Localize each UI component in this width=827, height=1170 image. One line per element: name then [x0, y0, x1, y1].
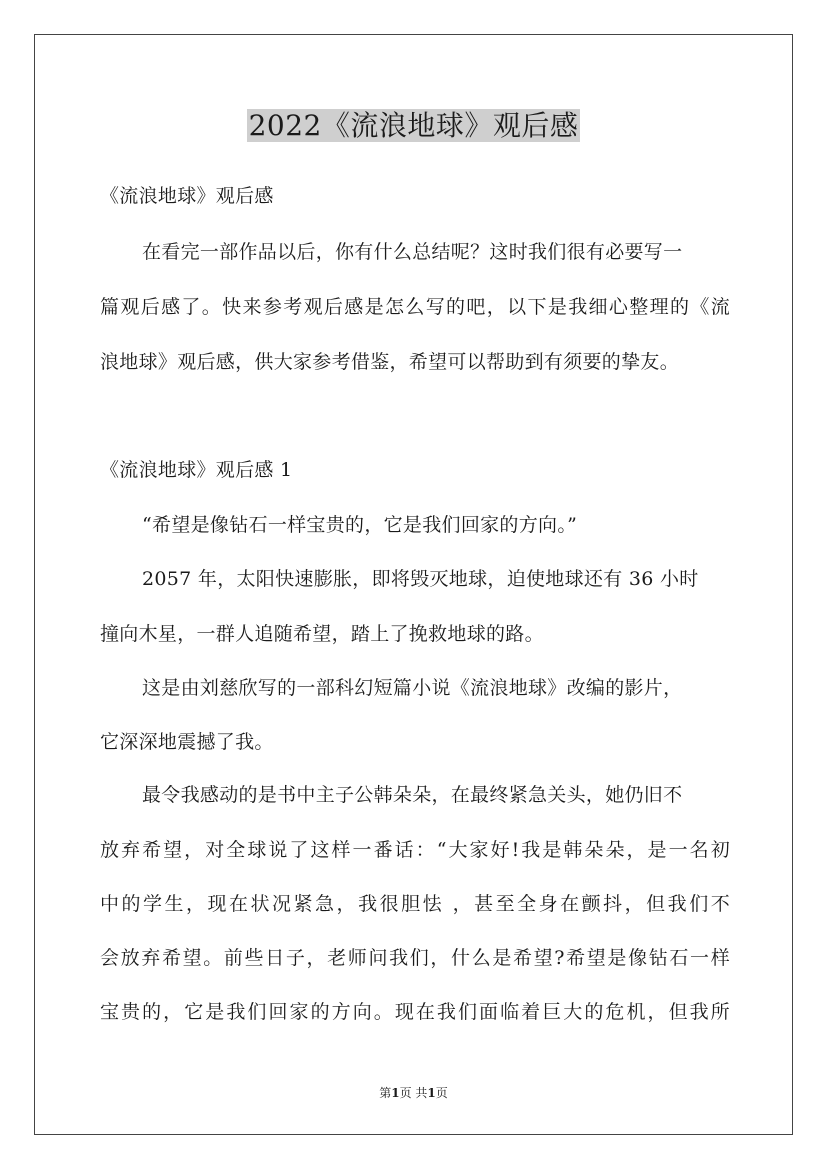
paragraph-line: 宝贵的，它是我们回家的方向。现在我们面临着巨大的危机，但我所: [100, 1001, 730, 1023]
paragraph-line: 2057 年，太阳快速膨胀，即将毁灭地球，迫使地球还有 36 小时: [142, 568, 699, 590]
title-text: 2022《流浪地球》观后感: [248, 109, 579, 142]
paragraph-line: 篇观后感了。快来参考观后感是怎么写的吧，以下是我细心整理的《流: [100, 296, 730, 318]
paragraph-line: 浪地球》观后感，供大家参考借鉴，希望可以帮助到有须要的挚友。: [100, 351, 680, 373]
paragraph-line: 中的学生，现在状况紧急，我很胆怯 ，甚至全身在颤抖，但我们不: [100, 893, 730, 915]
paragraph-line: 在看完一部作品以后，你有什么总结呢？这时我们很有必要写一: [142, 241, 683, 263]
footer-prefix: 第: [379, 1086, 392, 1100]
footer-suffix: 页: [435, 1086, 448, 1100]
page-footer: [0, 1084, 827, 1101]
subtitle-line: 《流浪地球》观后感: [100, 185, 274, 207]
paragraph-line: 撞向木星，一群人追随希望，踏上了挽救地球的路。: [100, 623, 544, 645]
document-title: [0, 104, 827, 144]
footer-total-pages: 1: [427, 1086, 436, 1100]
paragraph-line: 放弃希望，对全球说了这样一番话：“大家好!我是韩朵朵，是一名初: [100, 839, 730, 861]
footer-page-number: 1: [391, 1086, 400, 1100]
paragraph-line: 最令我感动的是书中主子公韩朵朵，在最终紧急关头，她仍旧不: [142, 784, 683, 806]
paragraph-line: 会放弃希望。前些日子，老师问我们，什么是希望?希望是像钻石一样: [100, 947, 730, 969]
paragraph-line: 这是由刘慈欣写的一部科幻短篇小说《流浪地球》改编的影片，: [142, 677, 683, 699]
paragraph-line: 它深深地震撼了我。: [100, 731, 274, 753]
section-heading: 《流浪地球》观后感 1: [100, 459, 293, 481]
paragraph-line: “希望是像钻石一样宝贵的，它是我们回家的方向。”: [142, 514, 578, 536]
footer-mid: 页 共: [399, 1086, 428, 1100]
